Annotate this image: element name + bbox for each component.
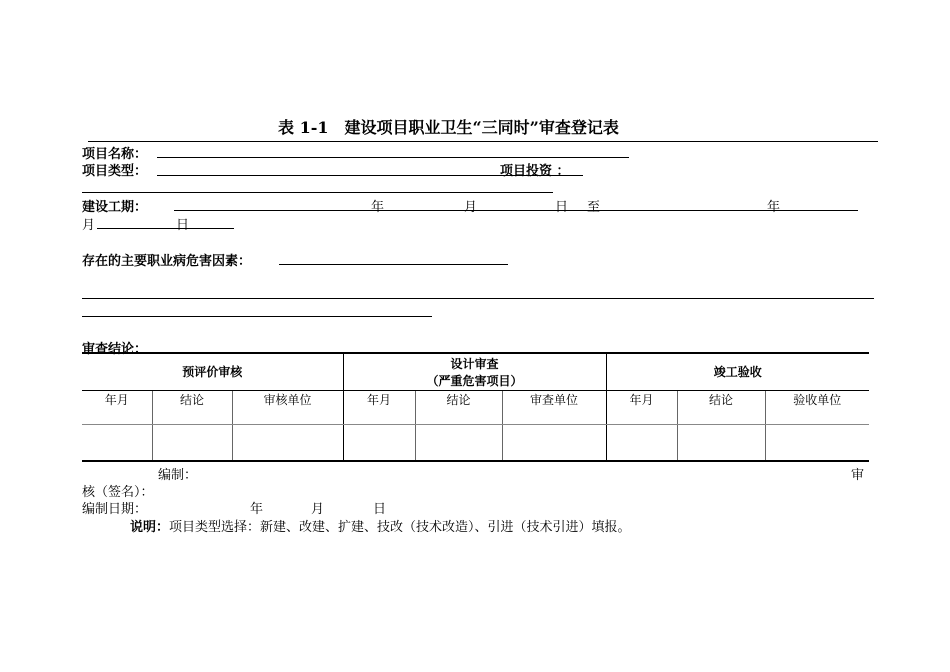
table-cell[interactable] — [82, 425, 152, 461]
document-title: 表 1-1 建设项目职业卫生“三同时”审查登记表 — [278, 118, 619, 137]
note-text: 项目类型选择：新建、改建、扩建、技改（技术改造）、引进（技术引进）填报。 — [169, 520, 631, 535]
column-header: 结论 — [415, 391, 502, 425]
table-cell[interactable] — [765, 425, 869, 461]
project-investment-label: 项目投资 ： — [500, 164, 570, 179]
column-header: 结论 — [677, 391, 765, 425]
compile-date-label: 编制日期： — [82, 502, 148, 517]
review-table — [82, 353, 869, 460]
note-label: 说明： — [130, 520, 170, 535]
group-design-review — [343, 353, 606, 391]
group-pre-evaluation — [82, 353, 343, 391]
period-to: 至 — [587, 200, 601, 215]
review-conclusion-label: 审查结论： — [82, 342, 148, 357]
construction-period-label: 建设工期： — [82, 200, 148, 215]
group-completion-acceptance — [606, 353, 869, 391]
compiled-by-label: 编制： — [158, 468, 198, 483]
column-header: 年月 — [606, 391, 677, 425]
compile-date-year: 年 — [250, 502, 264, 517]
project-name-label: 项目名称： — [82, 147, 148, 162]
construction-period-field[interactable] — [174, 210, 858, 211]
title-rule — [88, 141, 878, 142]
group-title: 竣工验收 — [713, 365, 762, 379]
column-header: 结论 — [152, 391, 232, 425]
project-name-field[interactable] — [157, 157, 629, 158]
hazard-factors-line-2[interactable] — [82, 298, 874, 299]
period-year-end: 年 — [767, 200, 781, 215]
hazard-factors-line-3[interactable] — [82, 316, 432, 317]
period-day-end: 日 — [176, 218, 190, 233]
period-year-start: 年 — [371, 200, 385, 215]
period-month-start: 月 — [464, 200, 478, 215]
table-cell[interactable] — [677, 425, 765, 461]
project-investment-field[interactable] — [82, 192, 553, 193]
column-header: 验收单位 — [765, 391, 869, 425]
project-type-label: 项目类型： — [82, 164, 148, 179]
period-day-start: 日 — [555, 200, 569, 215]
table-cell[interactable] — [502, 425, 606, 461]
reviewer-label-start: 审 — [851, 468, 865, 483]
group-title: 预评价审核 — [182, 365, 243, 379]
period-end-field[interactable] — [97, 228, 234, 229]
column-header: 年月 — [82, 391, 152, 425]
compile-date-month: 月 — [311, 502, 325, 517]
group-subtitle: （严重危害项目） — [426, 373, 523, 388]
table-cell[interactable] — [152, 425, 232, 461]
group-title: 设计审查 — [450, 356, 499, 371]
table-bottom-rule — [82, 460, 869, 462]
hazard-factors-field[interactable] — [279, 264, 508, 265]
note — [130, 516, 631, 535]
table-row — [82, 425, 869, 461]
table-cell[interactable] — [343, 425, 415, 461]
compile-date-day: 日 — [373, 502, 387, 517]
column-header: 审核单位 — [232, 391, 343, 425]
hazard-factors-label: 存在的主要职业病危害因素： — [82, 254, 252, 269]
period-month-end: 月 — [82, 218, 96, 233]
reviewer-signature-label: 核（签名）： — [82, 485, 154, 500]
column-header: 审查单位 — [502, 391, 606, 425]
column-header: 年月 — [343, 391, 415, 425]
table-cell[interactable] — [415, 425, 502, 461]
table-cell[interactable] — [232, 425, 343, 461]
table-cell[interactable] — [606, 425, 677, 461]
